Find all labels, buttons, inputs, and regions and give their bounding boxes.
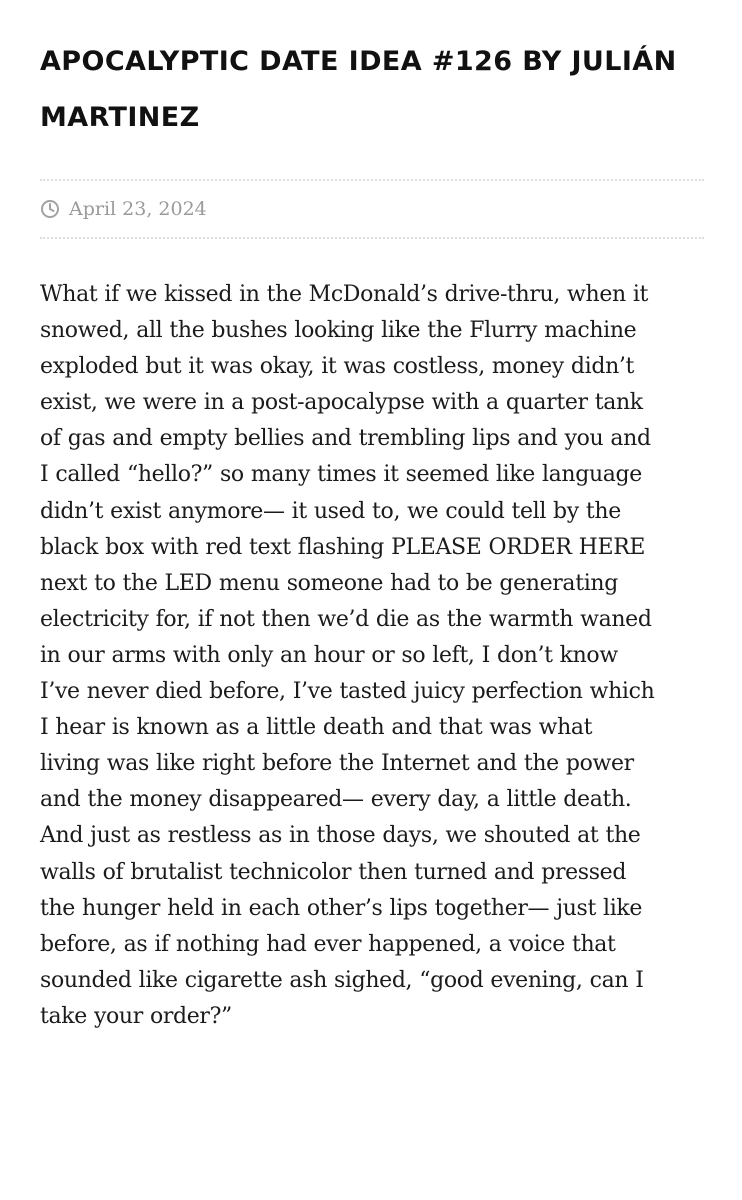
body-line: the hunger held in each other’s lips together— just like	[40, 895, 643, 921]
clock-icon	[40, 199, 60, 219]
body-line: electricity for, if not then we’d die as the warmth waned	[40, 606, 652, 632]
body-line: didn’t exist anymore— it used to, we could tell by the	[40, 498, 621, 524]
body-line: in our arms with only an hour or so left, I don’t know	[40, 642, 618, 668]
body-line: exploded but it was okay, it was costless, money didn’t	[40, 354, 635, 380]
body-line: exist, we were in a post-apocalypse with a quarter tank	[40, 390, 643, 416]
post-title: APOCALYPTIC DATE IDEA #126 BY JULIÁN MARTINEZ	[40, 46, 677, 133]
body-line: and the money disappeared— every day, a little death.	[40, 787, 632, 813]
body-line: I hear is known as a little death and that was what	[40, 715, 593, 741]
body-line: black box with red text flashing PLEASE ORDER HERE	[40, 534, 646, 560]
body-line: sounded like cigarette ash sighed, “good evening, can I	[40, 967, 644, 993]
post-date: April 23, 2024	[69, 198, 207, 220]
body-line: next to the LED menu someone had to be generating	[40, 570, 618, 596]
body-line: And just as restless as in those days, we shouted at the	[40, 823, 641, 849]
body-line: I called “hello?” so many times it seemed like language	[40, 462, 642, 488]
body-line: living was like right before the Internet and the power	[40, 751, 634, 777]
body-line: walls of brutalist technicolor then turned and pressed	[40, 859, 627, 885]
body-line: What if we kissed in the McDonald’s drive-thru, when it	[40, 282, 649, 307]
post-body	[40, 277, 704, 1035]
body-line: snowed, all the bushes looking like the Flurry machine	[40, 318, 637, 344]
body-line: I’ve never died before, I’ve tasted juicy perfection which	[40, 679, 655, 705]
article	[40, 34, 704, 1035]
body-line: of gas and empty bellies and trembling lips and you and	[40, 426, 651, 452]
body-line: take your order?”	[40, 1003, 232, 1029]
post-meta	[40, 179, 704, 239]
body-line: before, as if nothing had ever happened, a voice that	[40, 931, 616, 957]
